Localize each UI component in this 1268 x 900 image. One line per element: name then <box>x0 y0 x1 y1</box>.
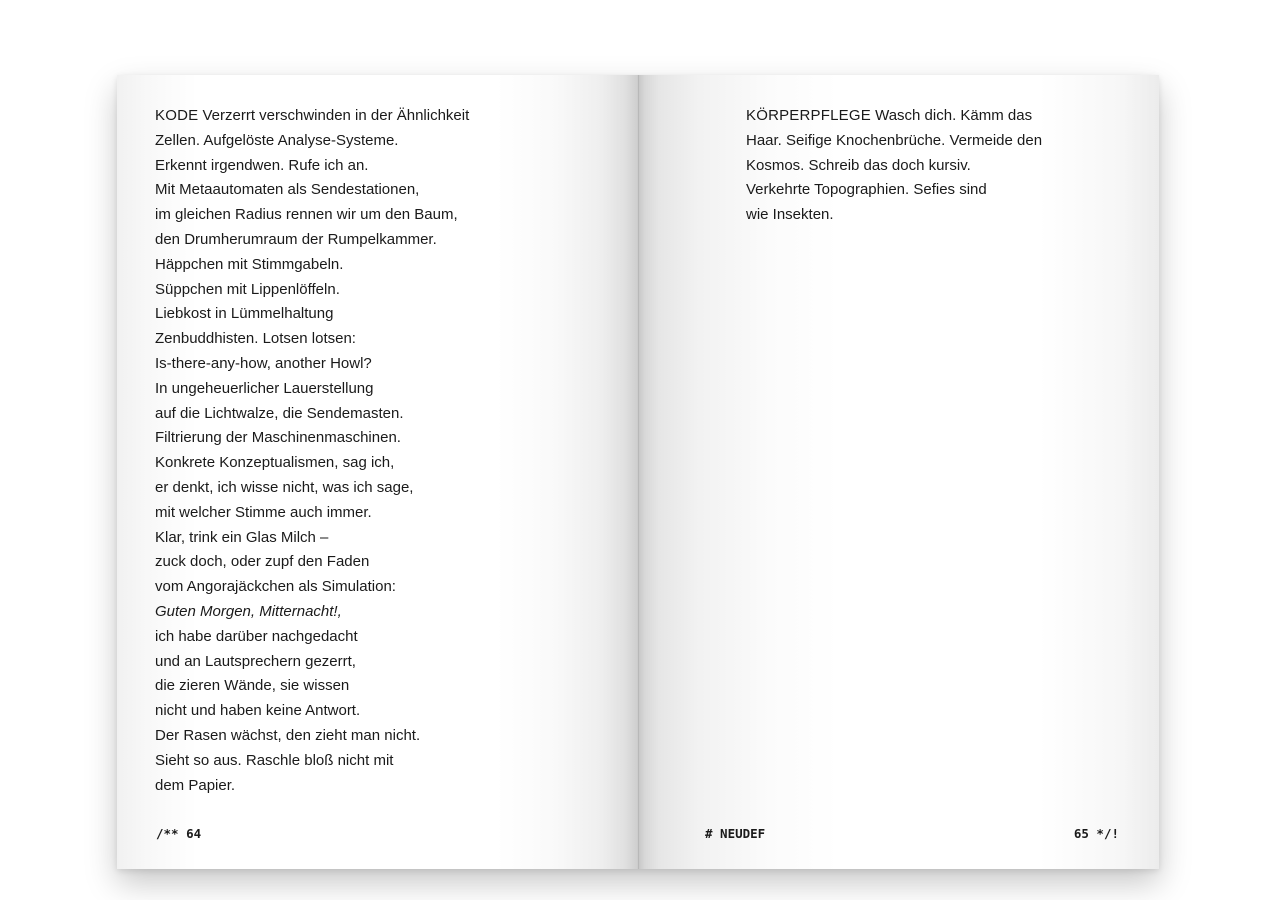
poem-line: und an Lautsprechern gezerrt, <box>155 652 356 670</box>
poem-line: er denkt, ich wisse nicht, was ich sage, <box>155 478 414 496</box>
poem-line: Konkrete Konzeptualismen, sag ich, <box>155 454 395 472</box>
poem-line: Sieht so aus. Raschle bloß nicht mit <box>155 751 394 769</box>
poem-heading: KÖRPERPFLEGE <box>746 107 871 124</box>
poem-kode <box>155 104 469 798</box>
poem-line: Is-there-any-how, another Howl? <box>155 354 372 372</box>
poem-line: In ungeheuerlicher Lauerstellung <box>155 379 374 397</box>
open-book <box>117 75 1159 869</box>
left-page <box>117 75 639 869</box>
poem-line-text: Verzerrt verschwinden in der Ähnlichkeit <box>198 107 470 124</box>
poem-line: vom Angorajäckchen als Simulation: <box>155 578 396 596</box>
poem-line: auf die Lichtwalze, die Sendemasten. <box>155 404 404 422</box>
poem-line: den Drumherumraum der Rumpelkammer. <box>155 230 437 248</box>
poem-line: wie Insekten. <box>746 206 834 224</box>
poem-line <box>155 104 469 129</box>
poem-line: Verkehrte Topographien. Sefies sind <box>746 181 987 199</box>
poem-line: dem Papier. <box>155 776 236 794</box>
poem-line-italic: Guten Morgen, Mitternacht!, <box>155 602 342 620</box>
poem-line: Klar, trink ein Glas Milch – <box>155 528 329 546</box>
poem-line-text: Wasch dich. Kämm das <box>870 107 1033 124</box>
running-head: # NEUDEF <box>705 826 766 841</box>
poem-line: mit welcher Stimme auch immer. <box>155 503 372 521</box>
poem-line: Mit Metaautomaten als Sendestationen, <box>155 181 420 199</box>
poem-line: Zellen. Aufgelöste Analyse-Systeme. <box>155 131 399 149</box>
poem-line: ich habe darüber nachgedacht <box>155 627 358 645</box>
poem-line: Zenbuddhisten. Lotsen lotsen: <box>155 330 356 348</box>
page-number-right: 65 */! <box>1073 826 1119 841</box>
poem-line: die zieren Wände, sie wissen <box>155 677 350 695</box>
poem-line: Liebkost in Lümmelhaltung <box>155 305 334 323</box>
poem-line: Süppchen mit Lippenlöffeln. <box>155 280 340 298</box>
poem-koerperpflege <box>746 104 1042 228</box>
poem-line: Erkennt irgendwen. Rufe ich an. <box>155 156 369 174</box>
book-gutter <box>638 75 639 869</box>
poem-line: Haar. Seifige Knochenbrüche. Vermeide den <box>746 131 1043 149</box>
poem-line: nicht und haben keine Antwort. <box>155 702 361 720</box>
poem-line: Filtrierung der Maschinenmaschinen. <box>155 429 401 447</box>
poem-line: zuck doch, oder zupf den Faden <box>155 553 370 571</box>
right-page <box>639 75 1159 869</box>
poem-line <box>746 104 1042 129</box>
poem-line: Kosmos. Schreib das doch kursiv. <box>746 156 971 174</box>
poem-line: Häppchen mit Stimmgabeln. <box>155 255 344 273</box>
poem-line: im gleichen Radius rennen wir um den Baum, <box>155 206 458 224</box>
poem-heading: KODE <box>155 107 199 124</box>
poem-line: Der Rasen wächst, den zieht man nicht. <box>155 726 421 744</box>
page-number-left: /** 64 <box>156 826 202 841</box>
